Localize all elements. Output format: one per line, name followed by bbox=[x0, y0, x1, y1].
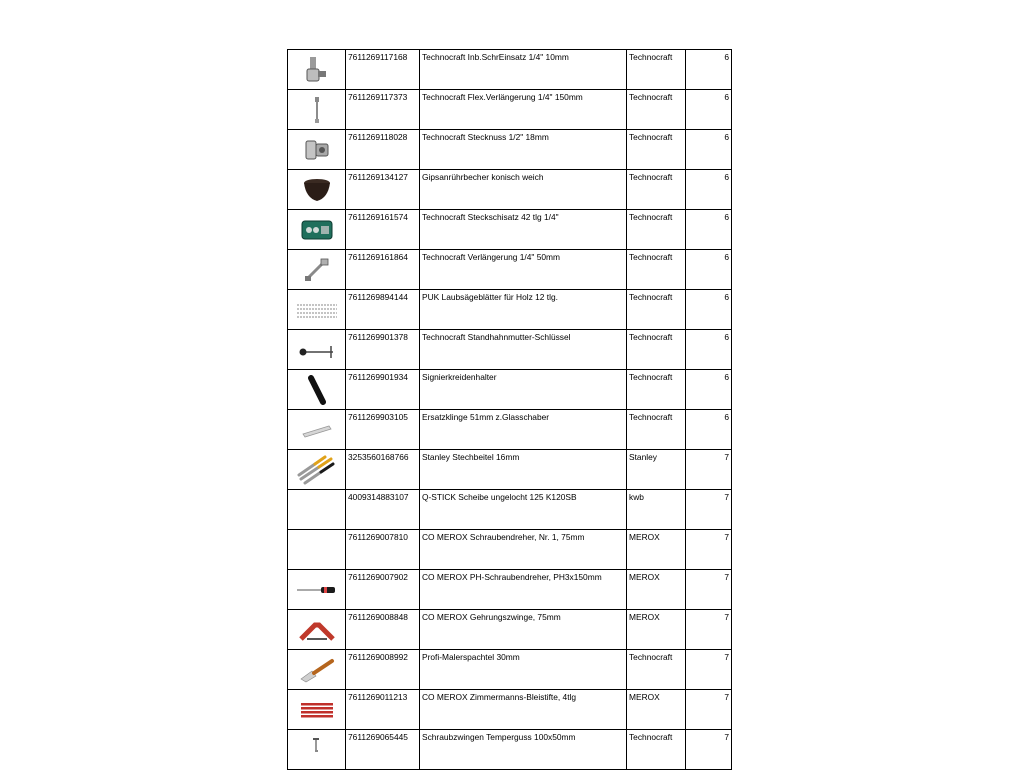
flex-extension-icon bbox=[307, 95, 327, 125]
product-image-cell bbox=[288, 210, 346, 250]
product-image-cell bbox=[288, 50, 346, 90]
product-image-cell bbox=[288, 570, 346, 610]
description-cell: Schraubzwingen Temperguss 100x50mm bbox=[420, 730, 627, 770]
ean-cell: 7611269894144 bbox=[346, 290, 420, 330]
description-cell: Technocraft Inb.SchrEinsatz 1/4" 10mm bbox=[420, 50, 627, 90]
quantity-cell: 6 bbox=[686, 90, 732, 130]
table-row bbox=[288, 290, 732, 330]
quantity-cell: 6 bbox=[686, 290, 732, 330]
product-image-cell bbox=[288, 370, 346, 410]
ean-cell: 7611269117168 bbox=[346, 50, 420, 90]
table-row bbox=[288, 370, 732, 410]
brand-cell: MEROX bbox=[627, 530, 686, 570]
brand-cell: Stanley bbox=[627, 450, 686, 490]
putty-knife-icon bbox=[298, 657, 336, 683]
brand-cell: Technocraft bbox=[627, 650, 686, 690]
table-row bbox=[288, 170, 732, 210]
description-cell: Technocraft Standhahnmutter-Schlüssel bbox=[420, 330, 627, 370]
brand-cell: Technocraft bbox=[627, 370, 686, 410]
product-image-cell bbox=[288, 530, 346, 570]
ean-cell: 4009314883107 bbox=[346, 490, 420, 530]
ean-cell: 7611269901934 bbox=[346, 370, 420, 410]
description-cell: CO MEROX Zimmermanns-Bleistifte, 4tlg bbox=[420, 690, 627, 730]
chisel-icon bbox=[297, 455, 337, 485]
product-image-cell bbox=[288, 250, 346, 290]
table-row bbox=[288, 490, 732, 530]
description-cell: Gipsanrührbecher konisch weich bbox=[420, 170, 627, 210]
table-row bbox=[288, 250, 732, 290]
ean-cell: 7611269007810 bbox=[346, 530, 420, 570]
quantity-cell: 7 bbox=[686, 530, 732, 570]
hex-bit-socket-icon bbox=[304, 55, 330, 85]
brand-cell: Technocraft bbox=[627, 250, 686, 290]
brand-cell: kwb bbox=[627, 490, 686, 530]
table-row bbox=[288, 50, 732, 90]
product-image-cell bbox=[288, 450, 346, 490]
brand-cell: Technocraft bbox=[627, 90, 686, 130]
quantity-cell: 6 bbox=[686, 130, 732, 170]
description-cell: Q-STICK Scheibe ungelocht 125 K120SB bbox=[420, 490, 627, 530]
quantity-cell: 7 bbox=[686, 610, 732, 650]
brand-cell: Technocraft bbox=[627, 50, 686, 90]
ean-cell: 3253560168766 bbox=[346, 450, 420, 490]
description-cell: Ersatzklinge 51mm z.Glasschaber bbox=[420, 410, 627, 450]
extension-bar-icon bbox=[302, 256, 332, 284]
ean-cell: 7611269901378 bbox=[346, 330, 420, 370]
description-cell: CO MEROX PH-Schraubendreher, PH3x150mm bbox=[420, 570, 627, 610]
ean-cell: 7611269065445 bbox=[346, 730, 420, 770]
brand-cell: Technocraft bbox=[627, 730, 686, 770]
ean-cell: 7611269008992 bbox=[346, 650, 420, 690]
brand-cell: MEROX bbox=[627, 690, 686, 730]
ean-cell: 7611269161574 bbox=[346, 210, 420, 250]
carpenter-pencils-icon bbox=[299, 702, 335, 718]
product-table bbox=[287, 49, 732, 770]
description-cell: Technocraft Verlängerung 1/4" 50mm bbox=[420, 250, 627, 290]
quantity-cell: 6 bbox=[686, 50, 732, 90]
description-cell: PUK Laubsägeblätter für Holz 12 tlg. bbox=[420, 290, 627, 330]
table-row bbox=[288, 210, 732, 250]
description-cell: Technocraft Stecknuss 1/2" 18mm bbox=[420, 130, 627, 170]
table-row bbox=[288, 610, 732, 650]
product-image-cell bbox=[288, 490, 346, 530]
ean-cell: 7611269161864 bbox=[346, 250, 420, 290]
ean-cell: 7611269134127 bbox=[346, 170, 420, 210]
product-image-cell bbox=[288, 410, 346, 450]
quantity-cell: 6 bbox=[686, 170, 732, 210]
description-cell: CO MEROX Schraubendreher, Nr. 1, 75mm bbox=[420, 530, 627, 570]
product-image-cell bbox=[288, 610, 346, 650]
quantity-cell: 6 bbox=[686, 330, 732, 370]
brand-cell: Technocraft bbox=[627, 410, 686, 450]
description-cell: Profi-Malerspachtel 30mm bbox=[420, 650, 627, 690]
product-image-cell bbox=[288, 130, 346, 170]
description-cell: Technocraft Steckschisatz 42 tlg 1/4" bbox=[420, 210, 627, 250]
quantity-cell: 7 bbox=[686, 450, 732, 490]
table-row bbox=[288, 570, 732, 610]
mixing-bowl-icon bbox=[301, 176, 333, 204]
brand-cell: Technocraft bbox=[627, 290, 686, 330]
brand-cell: MEROX bbox=[627, 610, 686, 650]
chalk-holder-icon bbox=[305, 375, 329, 405]
table-row bbox=[288, 330, 732, 370]
quantity-cell: 7 bbox=[686, 650, 732, 690]
scraper-blade-icon bbox=[299, 420, 335, 440]
product-image-cell bbox=[288, 290, 346, 330]
ean-cell: 7611269117373 bbox=[346, 90, 420, 130]
table-row bbox=[288, 130, 732, 170]
product-table-sheet bbox=[287, 49, 729, 770]
quantity-cell: 7 bbox=[686, 690, 732, 730]
table-row bbox=[288, 410, 732, 450]
brand-cell: MEROX bbox=[627, 570, 686, 610]
quantity-cell: 6 bbox=[686, 410, 732, 450]
table-row bbox=[288, 450, 732, 490]
table-row bbox=[288, 90, 732, 130]
quantity-cell: 7 bbox=[686, 570, 732, 610]
brand-cell: Technocraft bbox=[627, 330, 686, 370]
product-image-cell bbox=[288, 690, 346, 730]
table-row bbox=[288, 690, 732, 730]
saw-blades-icon bbox=[295, 301, 339, 319]
description-cell: Technocraft Flex.Verlängerung 1/4" 150mm bbox=[420, 90, 627, 130]
brand-cell: Technocraft bbox=[627, 210, 686, 250]
table-row bbox=[288, 650, 732, 690]
brand-cell: Technocraft bbox=[627, 130, 686, 170]
quantity-cell: 6 bbox=[686, 210, 732, 250]
screwdriver-icon bbox=[295, 583, 339, 597]
table-row bbox=[288, 730, 732, 770]
screw-clamp-icon bbox=[309, 736, 325, 764]
quantity-cell: 6 bbox=[686, 250, 732, 290]
basin-wrench-icon bbox=[297, 340, 337, 360]
product-image-cell bbox=[288, 170, 346, 210]
ean-cell: 7611269007902 bbox=[346, 570, 420, 610]
description-cell: Stanley Stechbeitel 16mm bbox=[420, 450, 627, 490]
quantity-cell: 6 bbox=[686, 370, 732, 410]
brand-cell: Technocraft bbox=[627, 170, 686, 210]
socket-icon bbox=[303, 136, 331, 164]
product-image-cell bbox=[288, 650, 346, 690]
ean-cell: 7611269903105 bbox=[346, 410, 420, 450]
socket-set-case-icon bbox=[300, 217, 334, 243]
quantity-cell: 7 bbox=[686, 730, 732, 770]
corner-clamp-icon bbox=[297, 617, 337, 643]
quantity-cell: 7 bbox=[686, 490, 732, 530]
product-image-cell bbox=[288, 330, 346, 370]
description-cell: CO MEROX Gehrungszwinge, 75mm bbox=[420, 610, 627, 650]
ean-cell: 7611269011213 bbox=[346, 690, 420, 730]
product-image-cell bbox=[288, 730, 346, 770]
ean-cell: 7611269118028 bbox=[346, 130, 420, 170]
table-row bbox=[288, 530, 732, 570]
description-cell: Signierkreidenhalter bbox=[420, 370, 627, 410]
ean-cell: 7611269008848 bbox=[346, 610, 420, 650]
product-image-cell bbox=[288, 90, 346, 130]
